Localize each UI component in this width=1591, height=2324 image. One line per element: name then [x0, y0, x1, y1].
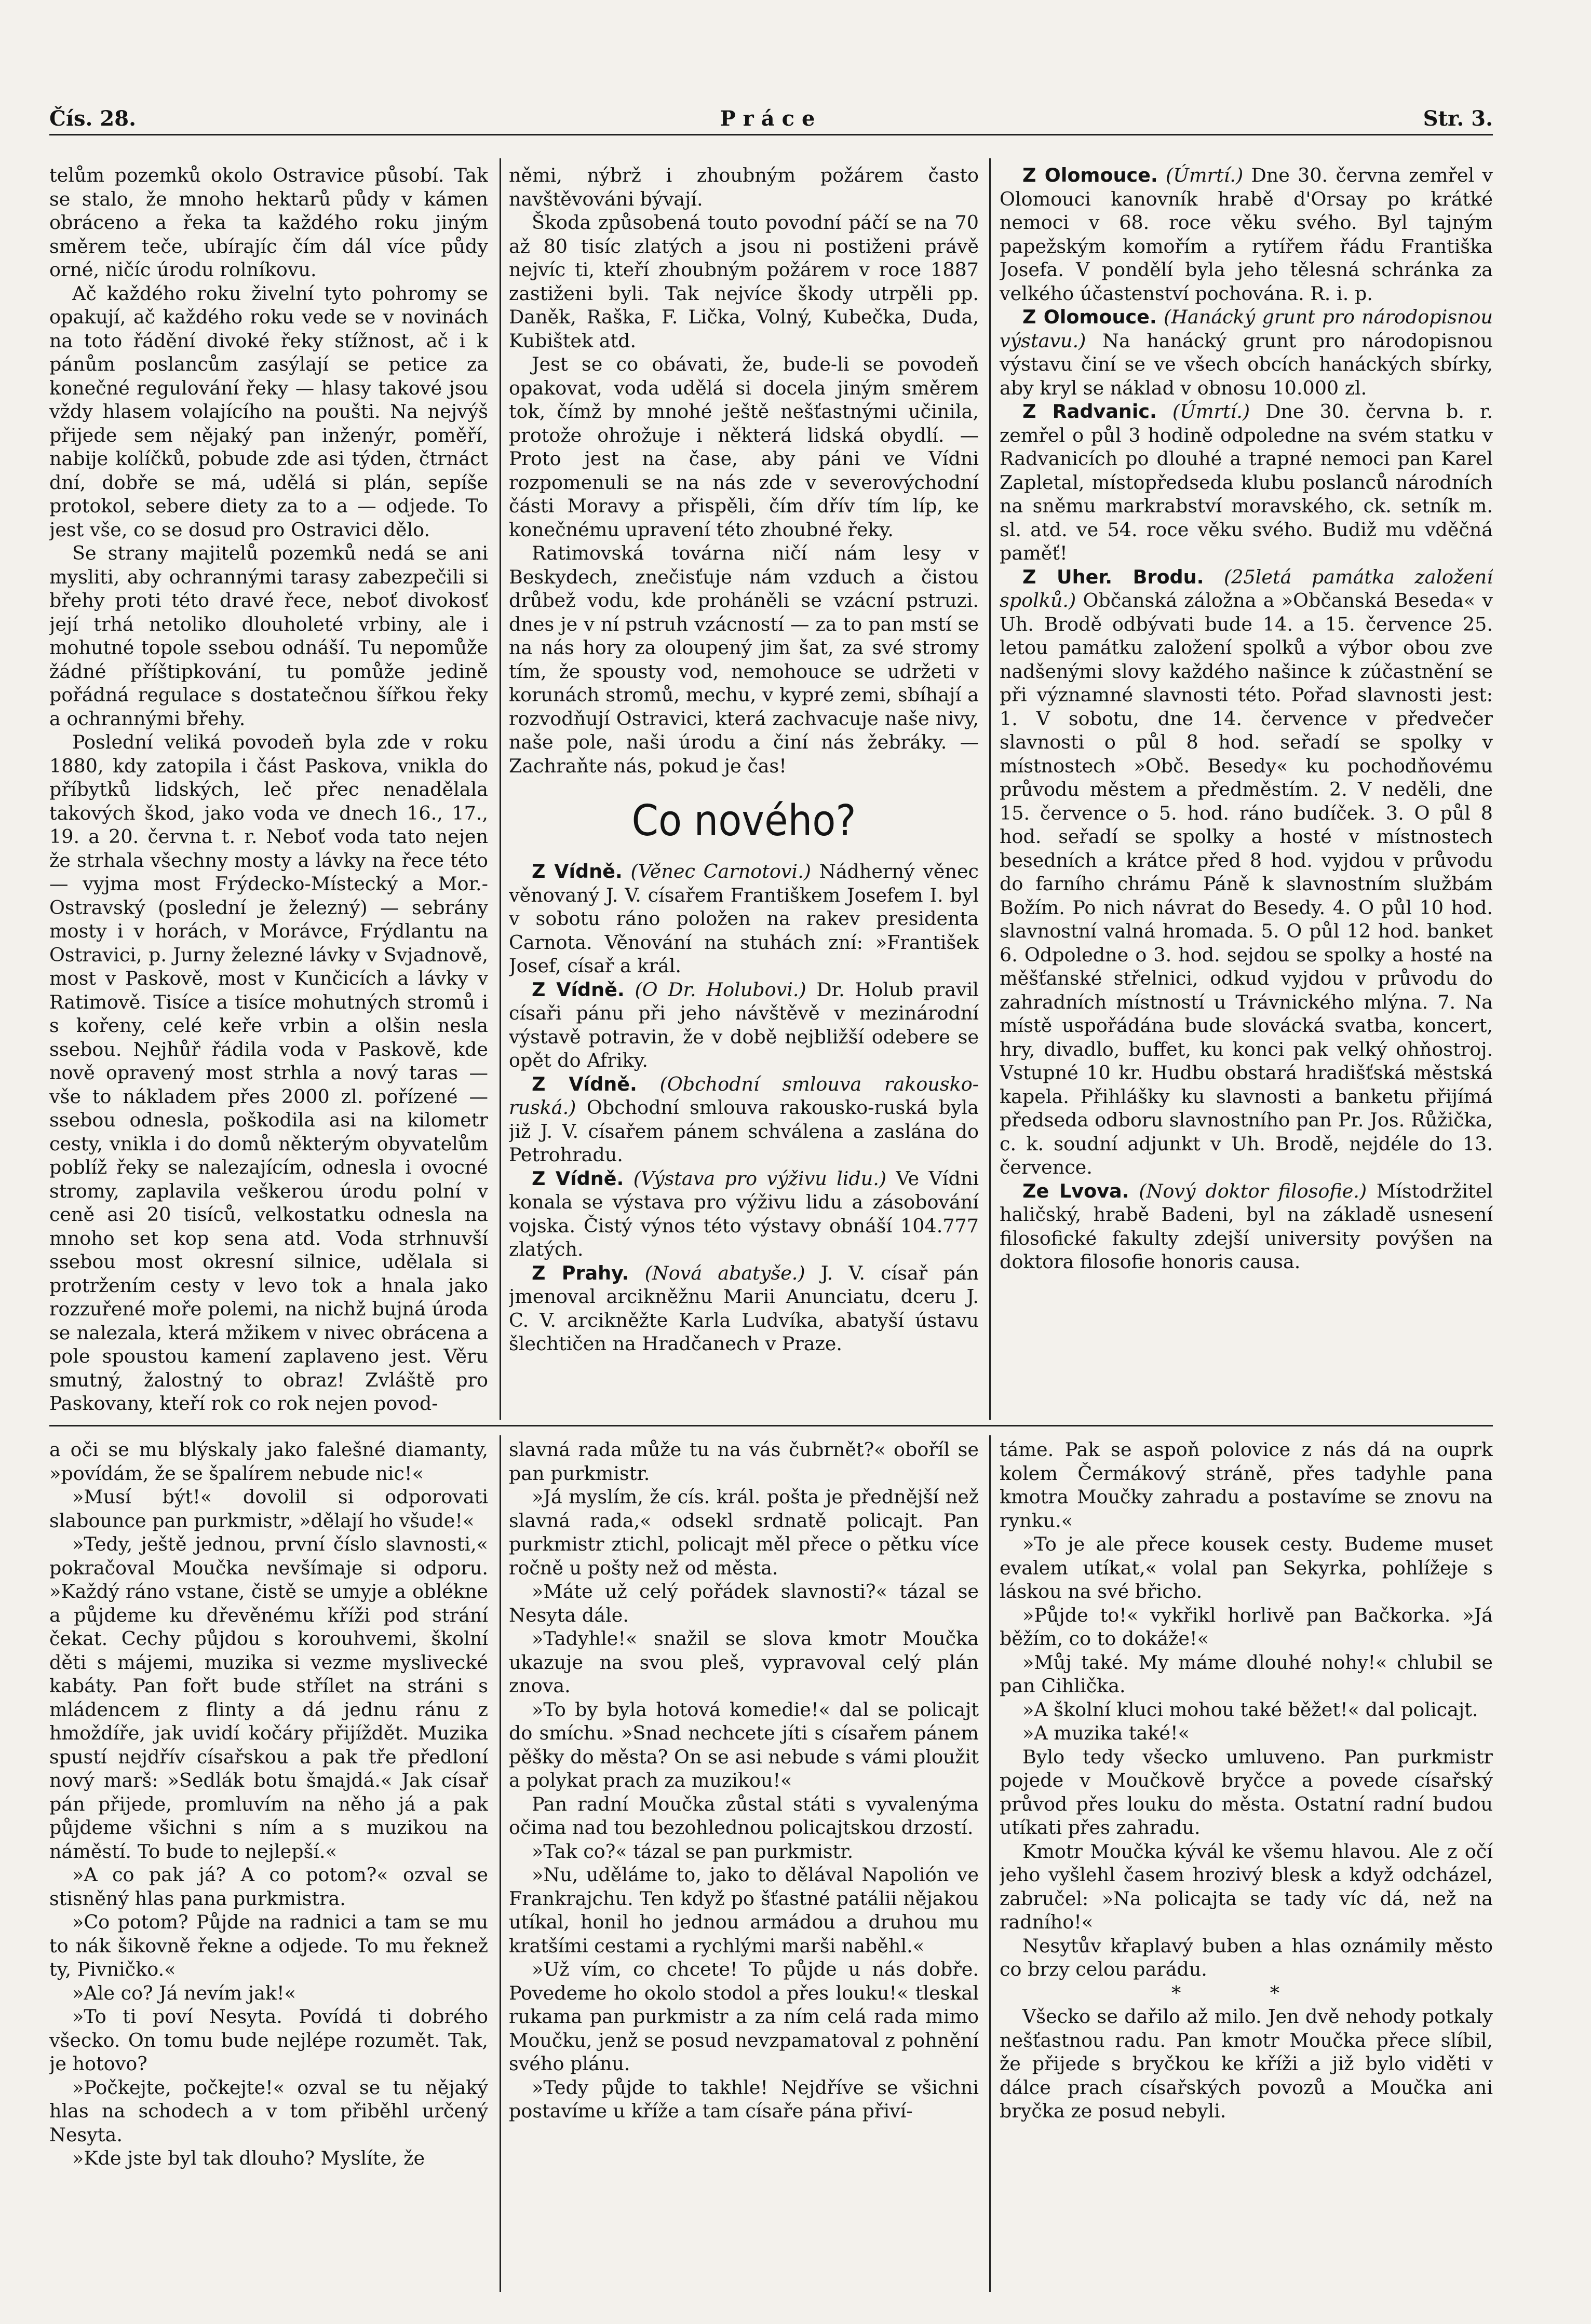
paragraph: »Co potom? Půjde na radnici a tam se mu to nák šikovně řekne a odjede. To mu řeknež ty, Pivničko.« [49, 1911, 488, 1980]
paragraph: Ratimovská továrna ničí nám lesy v Beskydech, znečisťuje nám vzduch a čistou drůbež vodu, kde proháněli se vzácní pstruzi. dnes je v ní pstruh vzácností — za to pan mstí se na nás hory za oloupený jim šat, za své stromy tím, že spousty vod, nemohouce se udržeti v korunách stromů, mechu, v kypré zemi, sbíhají a rozvodňují Ostravici, která zachvacuje naše nivy, naše pole, naši úrodu a činí nás žebráky. — Zachraňte nás, pokud je čas! [509, 542, 979, 777]
news-place: Z Olomouce. [1022, 164, 1158, 186]
news-subtitle: (Úmrtí.) [1166, 164, 1244, 186]
news-subtitle: (Obchodní smlouva rakousko-ruská.) [509, 1072, 979, 1119]
news-place: Z Vídně. [532, 860, 623, 882]
paragraph: »Tedy, ještě jednou, první číslo slavnosti,« pokračoval Moučka nevšímaje si odporu. »Každý ráno vstane, čistě se umyje a oblékne a půjdeme ku dřevěnému kříži pod strání čekat. Cechy půjdou s korouhvemi, školní děti s májemi, muzika si vezme myslivecké kabáty. Pan fořt bude střílet na stráni s mládencem z flinty a dá jednu ránu z hmoždíře, jak uvidí kočáry přijíždět. Muzika spustí nejdřív císařskou a pak tře předloní nový marš: »Sedlák botu šmajdá.« Jak císař pán přijede, promluvím na něho já a pak půjdeme všichni s ním a s muzikou na náměstí. To bude to nejlepší.« [49, 1533, 488, 1863]
header-rule [49, 134, 1493, 135]
paragraph: »Kde jste byl tak dlouho? Myslíte, že [72, 2147, 425, 2169]
paragraph: Všecko se dařilo až milo. Jen dvě nehody potkaly nešťastnou radu. Pan kmotr Moučka přece slíbil, že přijede s bryčkou ke kříži a již bylo viděti v dálce prach císařských povozů a Moučka ani bryčka ze posud nebyli. [1000, 2005, 1493, 2122]
news-item [509, 978, 979, 1072]
feuilleton-column-3 [1000, 1438, 1493, 2300]
news-place: Z Vídně. [532, 1167, 624, 1190]
section-heading: Co nového? [631, 796, 856, 846]
news-subtitle: (Nový doktor filosofie.) [1139, 1179, 1367, 1202]
paragraph: »To ti poví Nesyta. Povídá ti dobrého všecko. On tomu bude nejlépe rozumět. Tak, je hotovo? [49, 2005, 488, 2075]
paragraph: »Tak co?« tázal se pan purkmistr. [532, 1840, 854, 1863]
news-place: Z Olomouce. [1022, 306, 1157, 328]
newspaper-title: Práce [720, 106, 823, 131]
feuilleton-column-1 [49, 1438, 488, 2300]
paragraph: »Už vím, co chcete! To půjde u nás dobře. Povedeme ho okolo stodol a přes louku!« tleskal rukama pan purkmistr a za ním celá rada mimo Moučku, jenž se posud nevzpamatoval z pohnění svého plánu. [509, 1958, 979, 2075]
paragraph: táme. Pak se aspoň polovice z nás dá na ouprk kolem Čermákový stráně, přes tadyhle pana kmotra Moučky zahradu a postavíme se znovu na rynku.« [1000, 1438, 1493, 1532]
news-list [509, 860, 979, 1356]
article-column-2 [509, 164, 979, 1420]
feuilleton-rule [49, 1425, 1493, 1426]
news-item [509, 1261, 979, 1356]
paragraph: »A muzika také!« [1022, 1722, 1190, 1744]
issue-number: Čís. 28. [49, 106, 136, 131]
news-item [509, 860, 979, 978]
paragraph: telům pozemků okolo Ostravice působí. Tak se stalo, že mnoho hektarů půdy v kámen obráceno a řeka ta každého roku jiným směrem teče, ubírajíc čím dál více půdy orné, ničíc úrodu rolníkovu. [49, 164, 488, 281]
paragraph: Nesytův křaplavý buben a hlas oznámily město co brzy celou parádu. [1000, 1934, 1493, 1980]
paragraph: »Máte už celý pořádek slavnosti?« tázal se Nesyta dále. [509, 1580, 979, 1626]
paragraph: a oči se mu blýskaly jako falešné diamanty, »povídám, že se špalírem nebude nic!« [49, 1438, 488, 1485]
feuilleton-column-2 [509, 1438, 979, 2300]
paragraph: Ač každého roku živelní tyto pohromy se opakují, ač každého roku vede se v novinách na toto řádění divoké řeky stížnost, ač i k pánům poslancům zasýlají se petice za konečné regulování řeky — hlasy takové jsou vždy hlasem volajícího na poušti. Na nejvýš přijede sem nějaký pan inženýr, poměří, nabije kolíčků, pobude zde asi týden, čtrnáct dní, dobře se má, udělá si plán, sepíše protokol, sebere diety za to a — odjede. To jest vše, co se dosud pro Ostravici dělo. [49, 282, 488, 541]
news-subtitle: (25letá památka založení spolků.) [1000, 565, 1493, 611]
news-place: Z Prahy. [532, 1261, 629, 1284]
news-subtitle: (Nová abatyše.) [644, 1261, 805, 1284]
page-number: Str. 3. [1423, 106, 1493, 131]
news-place: Z Vídně. [532, 1072, 637, 1095]
paragraph: »Musí být!« dovolil si odporovati slabounce pan purkmistr, »dělají ho všude!« [49, 1486, 488, 1532]
paragraph: Pan radní Moučka zůstal státi s vyvalenýma očima nad tou bezohlednou policajtskou drzostí. [509, 1792, 979, 1839]
news-subtitle: (Hanácký grunt pro národopisnou výstavu.) [1000, 306, 1493, 352]
paragraph: »Půjde to!« vykřikl horlivě pan Bačkorka. »Já běžím, co to dokáže!« [1000, 1603, 1493, 1650]
news-text: Obchodní smlouva rakousko-ruská byla již J. V. císařem pánem schválena a zaslána do Petrohradu. [509, 1096, 979, 1166]
news-text: Na hanácký grunt pro národopisnou výstavu činí se ve všech obcích hanáckých sbírky, aby kryl se náklad v obnosu 10.000 zl. [1000, 329, 1493, 399]
paragraph: »Já myslím, že cís. král. pošta je přednější než slavná rada,« odsekl srdnatě policajt. Pan purkmistr ztichl, policajt měl přece o pětku více ročně u pošty než od města. [509, 1486, 979, 1579]
paragraph: »Ale co? Já nevím jak!« [72, 1981, 296, 2004]
news-item [1000, 1179, 1493, 1274]
column-divider [989, 1435, 991, 2292]
paragraph: Škoda způsobená touto povodní páčí se na 70 až 80 tisíc zlatých a jsou ni postiženi právě nejvíc ti, kteří zhoubným požárem v roce 1887 zastiženi byli. Tak nejvíce škody utrpěli pp. Daněk, Raška, F. Lička, Volný, Kubečka, Duda, Kubištek atd. [509, 211, 979, 352]
page-header [49, 106, 1493, 132]
news-item [509, 1167, 979, 1261]
paragraph: »A školní kluci mohou také běžet!« dal policajt. [1022, 1698, 1478, 1721]
paragraph: »Tedy půjde to takhle! Nejdříve se všichni postavíme u kříže a tam císaře pána přiví- [509, 2076, 979, 2122]
news-subtitle: (Výstava pro výživu lidu.) [633, 1167, 887, 1190]
column-divider [500, 1435, 501, 2292]
news-text: Dr. Holub pravil císaři pánu při jeho návštěvě v mezinárodní výstavě potravin, že v době nejbližší odebere se opět do Afriky. [509, 978, 979, 1071]
paragraph: Se strany majitelů pozemků nedá se ani mysliti, aby ochrannými tarasy zabezpečili si břehy proti této dravé řece, neboť divokosť její trhá netoliko dlouholeté vrbiny, ale i mohutné topole ssebou odnáší. Tu nepomůže žádné příštipkování, tu pomůže jedině pořádná regulace s dostatečnou šířkou řeky a ochrannými břehy. [49, 542, 488, 730]
paragraph: slavná rada může tu na vás čubrnět?« oboříl se pan purkmistr. [509, 1438, 979, 1485]
news-text: Dne 30. června zemřel v Olomouci kanovník hrabě d'Orsay po krátké nemoci v 68. roce věku svého. Byl tajným papežským komořím a rytířem řádu Františka Josefa. V pondělí byla jeho tělesná schránka za velkého účastenství pochována. R. i. p. [1000, 164, 1493, 305]
column-divider [500, 158, 501, 1420]
paragraph: »To by byla hotová komedie!« dal se policajt do smíchu. »Snad nechcete jíti s císařem pánem pěšky do města? On se asi nebude s vámi ploužit a polykat prach za muzikou!« [509, 1698, 979, 1791]
paragraph: Kmotr Moučka kývál ke všemu hlavou. Ale z očí jeho vyšlehl časem hrozivý blesk a když odcházel, zabručel: »Na policajta se tady víc dá, než na radního!« [1000, 1840, 1493, 1933]
paragraph: »Můj také. My máme dlouhé nohy!« chlubil se pan Cihlička. [1000, 1651, 1493, 1697]
paragraph: »Tadyhle!« snažil se slova kmotr Moučka ukazuje na svou pleš, vypravoval celý plán znova. [509, 1627, 979, 1697]
paragraph: Bylo tedy všecko umluveno. Pan purkmistr pojede v Moučkově bryčce a povede císařský průvod přes louku do města. Ostatní radní budou utíkati přes zahradu. [1000, 1745, 1493, 1839]
paragraph: Poslední veliká povodeň byla zde v roku 1880, kdy zatopila i část Paskova, vnikla do příbytků lidských, leč přec nenadělala takových škod, jako voda ve dnech 16., 17., 19. a 20. června t. r. Neboť voda tato nejen že strhala všechny mosty a lávky na řece této — vyjma most Frýdecko-Místecký a Mor.-Ostravský (poslední je železný) — sebrány mosty i v horách, v Morávce, Frýdlantu na Ostravici, p. Jurny železné lávky v Svjadnově, most v Paskově, most v Kunčicích a lávky v Ratimově. Tisíce a tisíce mohutných stromů i s kořeny, celé keře vrbin a olšin nesla ssebou. Nejhůř řádila voda v Paskově, kde nově opravený most strhla a nový taras — vše to nákladem přes 2000 zl. pořízené — ssebou odnesla, poškodila asi na kilometr cesty, vnikla i do domů některým obyvatelům poblíž řeky se nalezajícím, odnesla i ovocné stromy, zaplavila veškerou úrodu polní v ceně asi 20 tisíců, velkostatku odnesla na mnoho set kop sena atd. Voda strhnuvší ssebou most okresní silnice, udělala si protržením cesty v levo tok a hnala jako rozzuřené moře polemi, na nichž bujná úroda se nalezala, která mžikem v nivec obrácena a pole spoustou kamení zaplaveno jest. Věru smutný, žalostný to obraz! Zvláště pro Paskovany, kteří rok co rok nejen povod- [49, 731, 488, 1415]
news-item [1000, 164, 1493, 305]
paragraph: »A co pak já? A co potom?« ozval se stisněný hlas pana purkmistra. [49, 1864, 488, 1910]
news-place: Z Radvanic. [1022, 400, 1157, 423]
news-text: Občanská záložna a »Občanská Beseda« v Uh. Brodě odbývati bude 14. a 15. července 25. letou památku založení spolků a výbor obou zve nadšenými slovy každého našince k zúčastnění se při významné slavnosti této. Pořad slavnosti jest: 1. V sobotu, dne 14. července v předvečer slavnosti o půl 8 hod. seřadí se spolky v místnostech »Obč. Besedy« ku pochodňovému průvodu městem a předměstím. 2. V neděli, dne 15. července o 5. hod. ráno budíček. 3. O půl 8 hod. seřadí se spolky a hosté v místnostech besedních a krátce před 8 hod. vyjdou v průvodu do farního chrámu Páně k slavnostním službám Božím. Po nich návrat do Besedy. 4. O půl 10 hod. slavnostní valná hromada. 5. O půl 12 hod. banket 6. Odpoledne o 3. hod. sejdou se spolky a hosté na měšťanské střelnici, odkud vyjdou v průvodu do zahradních místností u Trávnického mlýna. 7. Na místě uspořádána bude slovácká svatba, koncert, hry, divadlo, buffet, ku konci pak velký ohňostroj. Vstupné 10 kr. Hudbu obstará hradišťská městská kapela. Přihlášky ku slavnosti a banketu přijímá předseda odboru slavnostního pan Pr. Jos. Růžička, c. k. soudní adjunkt v Uh. Brodě, nejdéle do 13. července. [1000, 589, 1493, 1178]
news-subtitle: (O Dr. Holubovi.) [635, 978, 806, 1001]
news-text: Místodržitel haličský, hrabě Badeni, byl na základě usnesení filosofické fakulty zdejší university povýšen na doktora filosofie honoris causa. [1000, 1179, 1493, 1273]
paragraph: »Nu, uděláme to, jako to dělával Napolión ve Frankrajchu. Ten když po šťastné patálii nějakou utíkal, honil ho jednou armádou a druhou mu kratšími cestami a rychlými marši naběhl.« [509, 1864, 979, 1957]
news-text: J. V. císař pán jmenoval arcikněžnu Marii Anunciatu, dceru J. C. V. arcikněžte Karla Ludvíka, abatyší ústavu šlechtičen na Hradčanech v Praze. [509, 1261, 979, 1355]
news-place: Z Uher. Brodu. [1022, 565, 1204, 588]
news-item [1000, 565, 1493, 1179]
news-item [1000, 305, 1493, 400]
news-place: Ze Lvova. [1022, 1179, 1129, 1202]
news-text: Dne 30. června b. r. zemřel o půl 3 hodině odpoledne na svém statku v Radvanicích po dlouhé a trapné nemoci pan Karel Zapletal, místopředseda klubu poslanců národních na sněmu markrabství moravského, ck. setník m. sl. atd. ve 54. roce věku svého. Budiž mu vděčná paměť! [1000, 400, 1493, 564]
news-text: Nádherný věnec věnovaný J. V. císařem Františkem Josefem I. byl v sobotu ráno položen na rakev presidenta Carnota. Věnování na stuhách zní: »František Josef, císař a král. [509, 860, 979, 977]
column-divider [989, 158, 991, 1420]
article-column-1 [49, 164, 488, 1420]
paragraph: Jest se co obávati, že, bude-li se povodeň opakovat, voda udělá si docela jiným směrem tok, čímž by mnohé ještě nešťastnými učinila, protože ohrožuje i některá lidská obydlí. — Proto jest na čase, aby páni ve Vídni rozpomenuli se na nás zde v severovýchodní části Moravy a přispěli, čím dřív tím líp, ke konečnému upravení této zhoubné řeky. [509, 353, 979, 541]
paragraph: němi, nýbrž i zhoubným požárem často navštěvováni bývají. [509, 164, 979, 210]
news-text: Ve Vídni konala se výstava pro výživu lidu a zásobování vojska. Čistý výnos této výstavy obnáší 104.777 zlatých. [509, 1167, 979, 1260]
paragraph: »Počkejte, počkejte!« ozval se tu nějaký hlas na schodech a v tom přiběhl určený Nesyta. [49, 2076, 488, 2146]
news-subtitle: (Úmrtí.) [1172, 400, 1250, 423]
news-place: Z Vídně. [532, 978, 625, 1001]
paragraph: »To je ale přece kousek cesty. Budeme muset evalem utíkat,« volal pan Sekyrka, pohlížeje s láskou na své břicho. [1000, 1533, 1493, 1602]
news-column-3 [1000, 164, 1493, 1420]
news-item [509, 1072, 979, 1167]
news-item [1000, 400, 1493, 565]
news-subtitle: (Věnec Carnotovi.) [630, 860, 812, 882]
section-break-stars: * * [1171, 1981, 1322, 2004]
